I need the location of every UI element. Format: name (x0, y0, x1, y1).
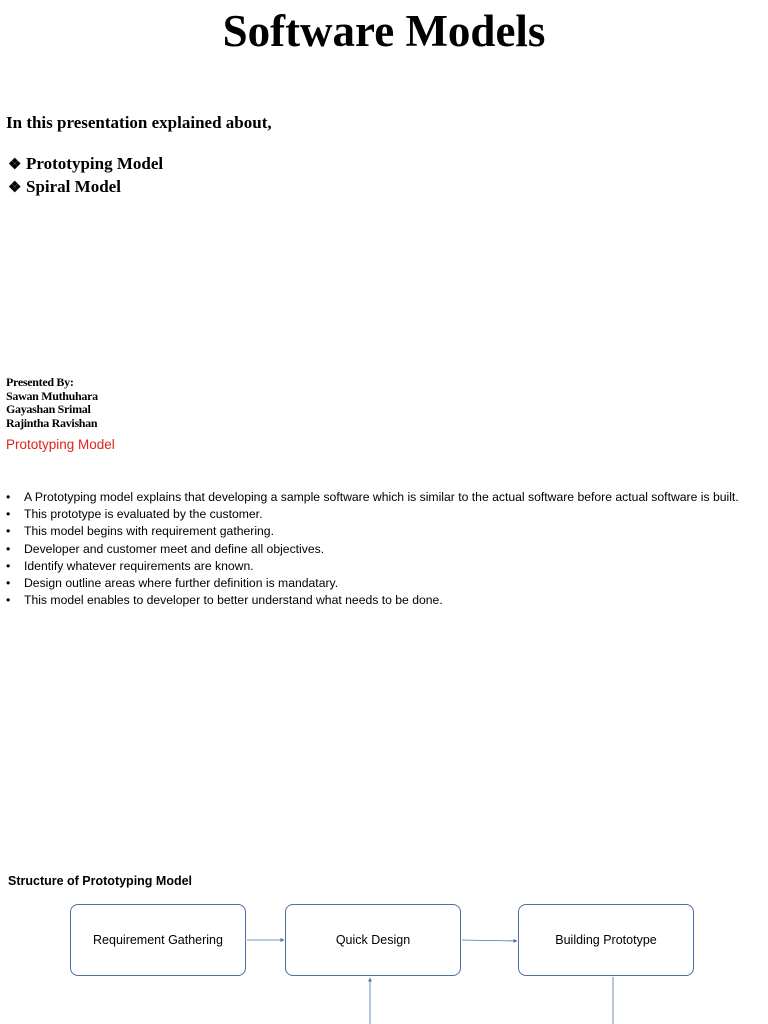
bullet-text: This prototype is evaluated by the customer. (24, 507, 263, 522)
flow-box-label: Quick Design (335, 933, 411, 947)
presenter-name: Sawan Muthuhara (6, 388, 98, 403)
bullet-dot-icon: • (6, 524, 11, 539)
bullet-dot-icon: • (6, 558, 11, 573)
bullet-text: Identify whatever requirements are known. (24, 558, 254, 573)
bullet-item (6, 506, 762, 523)
arrow-design-to-prototype (462, 940, 517, 941)
toc-item (8, 153, 163, 176)
toc-list (8, 153, 163, 199)
diamond-bullet-icon: ❖ (8, 157, 22, 173)
section-heading: Prototyping Model (6, 437, 115, 452)
bullet-item (6, 541, 762, 558)
bullet-text: This model begins with requirement gathering. (24, 524, 274, 539)
intro-text: In this presentation explained about, (6, 113, 272, 132)
bullet-item (6, 489, 762, 506)
bullet-item (6, 592, 762, 609)
flow-box-label: Building Prototype (555, 933, 657, 947)
toc-item-label: Prototyping Model (26, 154, 164, 173)
flow-box-requirement-gathering (70, 904, 246, 976)
bullet-item (6, 523, 762, 540)
flow-box-quick-design (285, 904, 461, 976)
diamond-bullet-icon: ❖ (8, 180, 22, 196)
toc-item (8, 176, 163, 199)
presenters-block (6, 376, 98, 430)
toc-item-label: Spiral Model (26, 177, 121, 196)
presenter-name: Rajintha Ravishan (6, 415, 98, 430)
flow-box-building-prototype (518, 904, 694, 976)
bullet-text: Design outline areas where further definition is mandatary. (24, 576, 339, 591)
page-title: Software Models (222, 6, 546, 56)
bullet-dot-icon: • (6, 576, 11, 591)
bullet-dot-icon: • (6, 541, 11, 556)
diagram-heading: Structure of Prototyping Model (8, 874, 193, 888)
bullet-item (6, 558, 762, 575)
bullet-dot-icon: • (6, 507, 11, 522)
bullet-item (6, 575, 762, 592)
bullet-dot-icon: • (6, 490, 11, 504)
flow-box-label: Requirement Gathering (93, 933, 223, 947)
bullet-text: A Prototyping model explains that developing a sample software which is similar to the actual software before actual software is built. (24, 490, 739, 504)
bullet-text: Developer and customer meet and define all objectives. (24, 541, 325, 556)
presenters-heading: Presented By: (6, 375, 74, 389)
bullet-text: This model enables to developer to better understand what needs to be done. (24, 593, 443, 608)
presenter-name: Gayashan Srimal (6, 402, 91, 416)
bullet-list (6, 489, 762, 609)
bullet-dot-icon: • (6, 593, 11, 608)
